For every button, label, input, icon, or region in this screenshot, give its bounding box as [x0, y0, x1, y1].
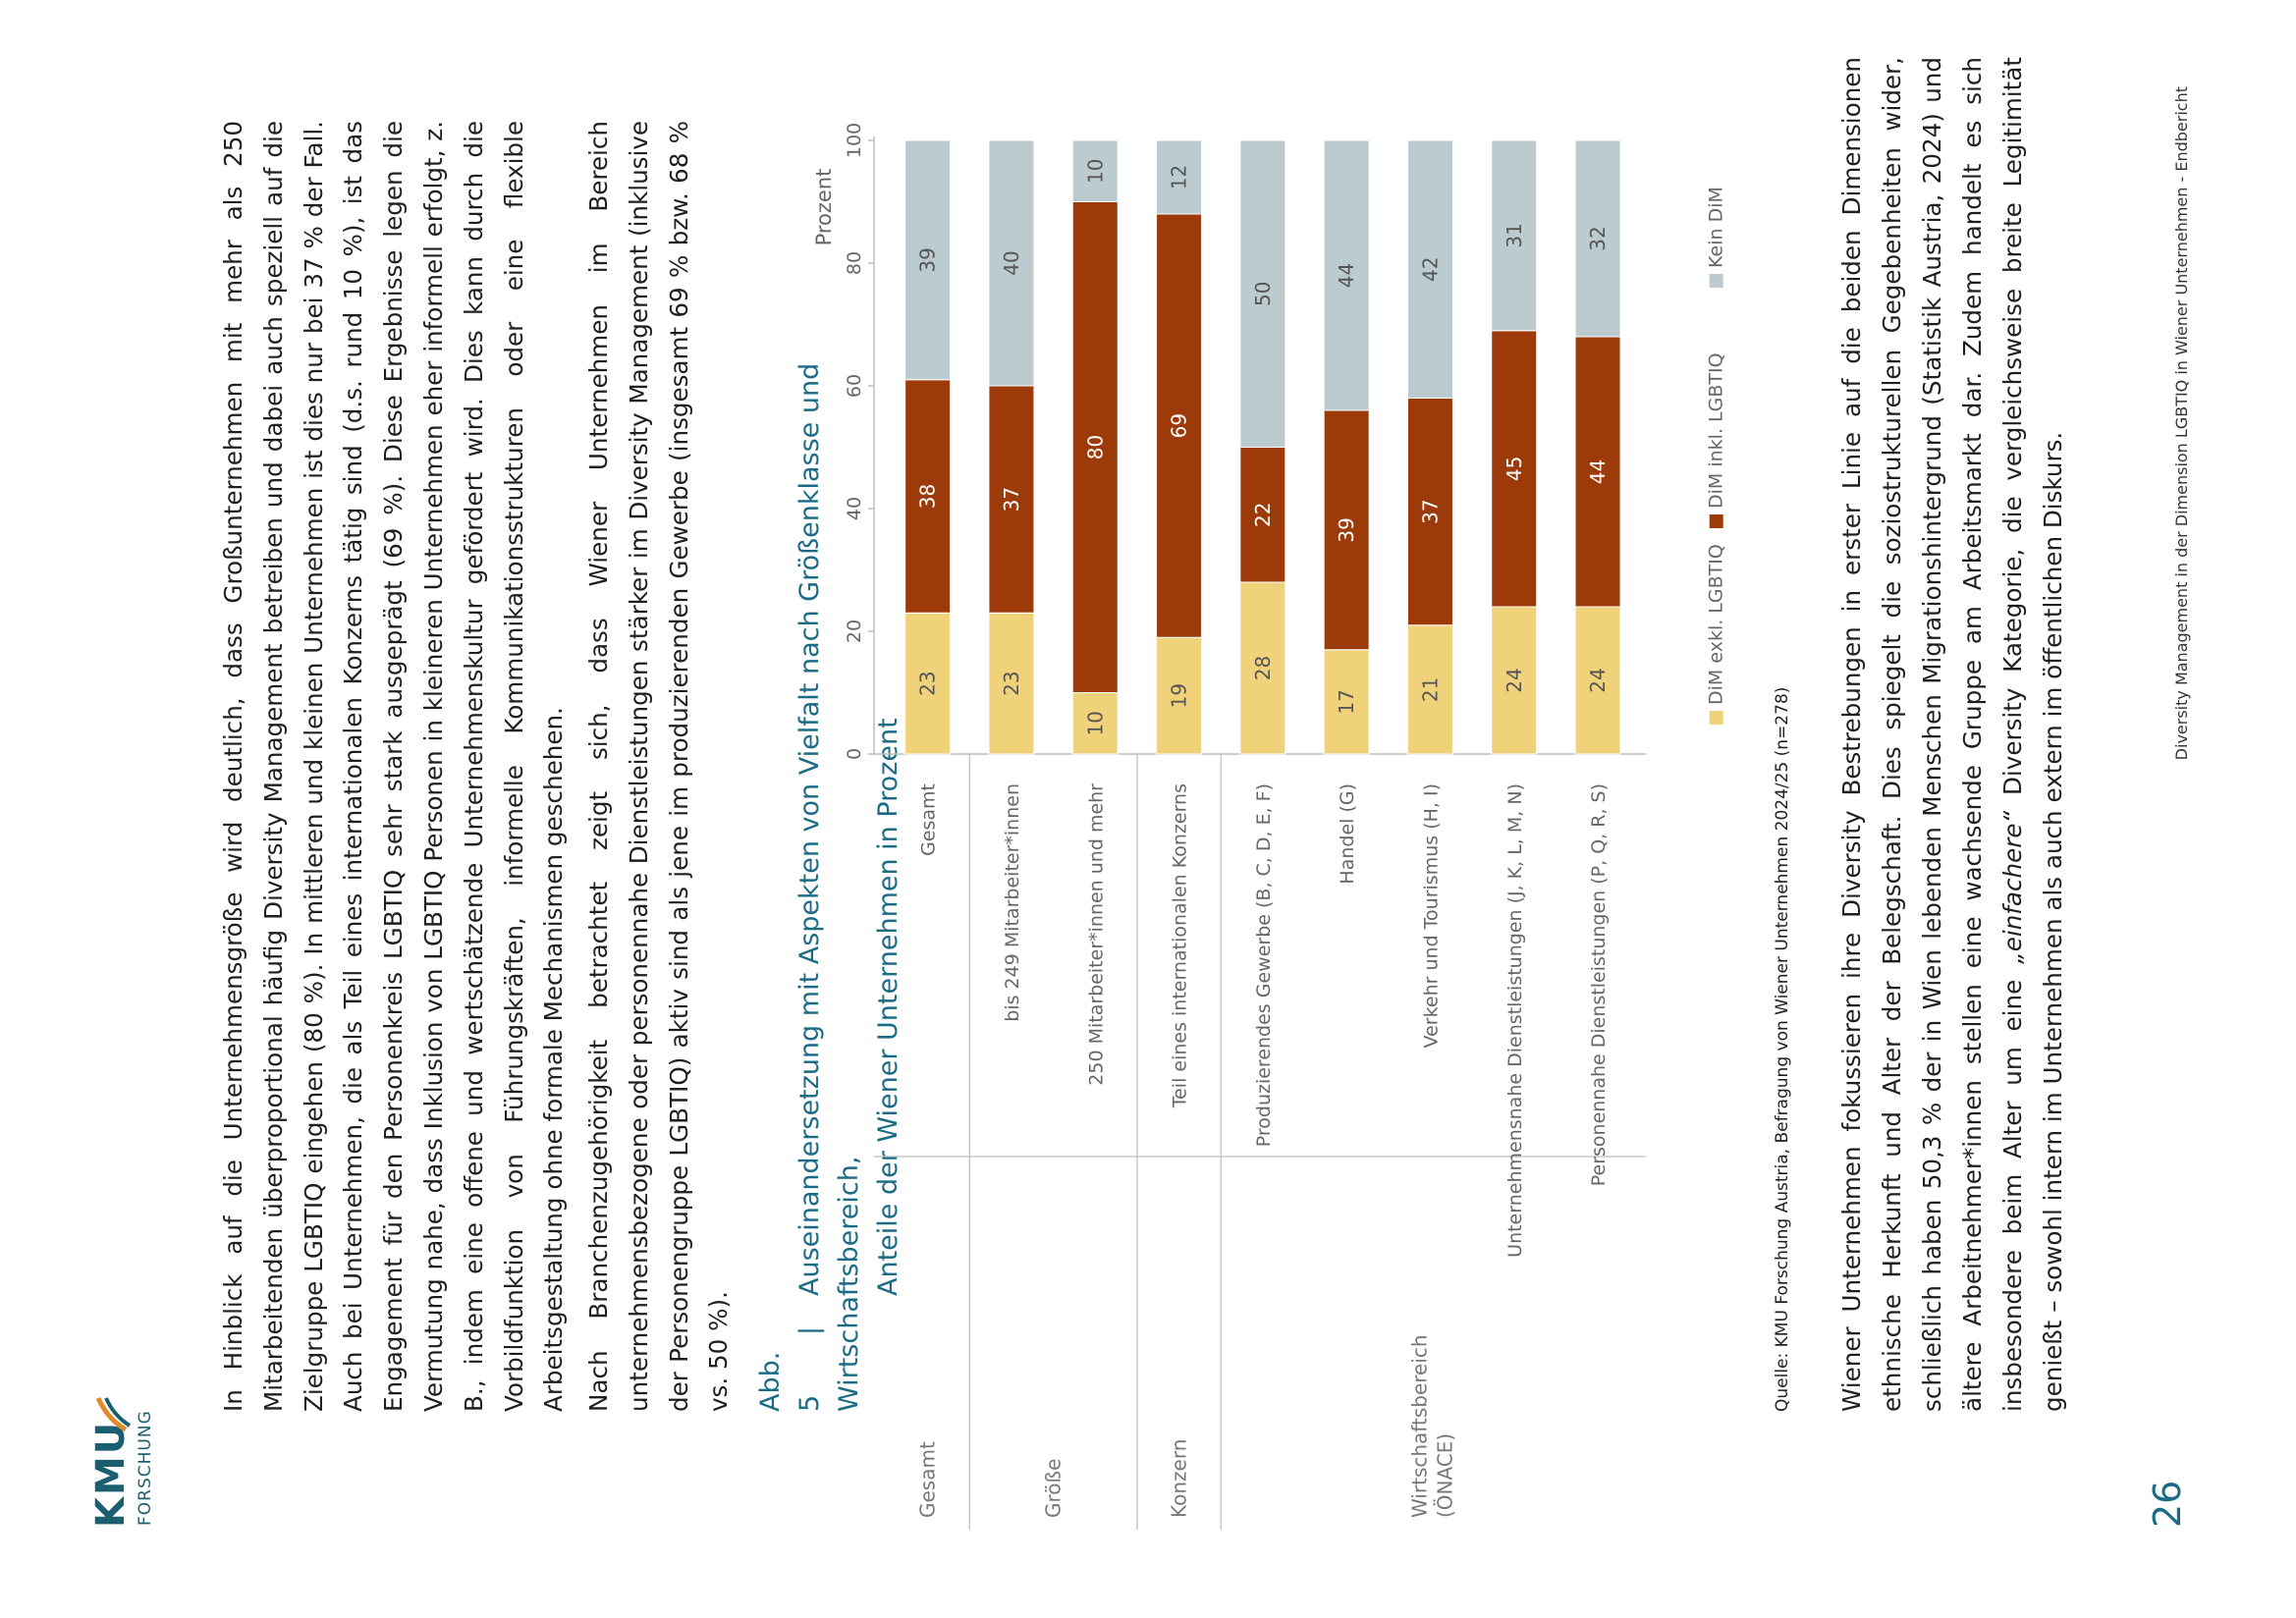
body-paragraph-3 [1831, 57, 2073, 1412]
axis-tick-label: 100 [844, 122, 865, 159]
figure-title-line-2: Anteile der Wiener Unternehmen in Prozent [873, 718, 903, 1296]
body-paragraph-1: In Hinblick auf die Unternehmensgröße wird deutlich, dass Großunternehmen mit mehr als 250 Mitarbeitenden überproportional häufig Diversity Management betreiben und dabei auch speziell auf die Zielgruppe LGBTIQ eingehen (80 %). In mittleren und kleinen Unternehmen ist dies nur bei 37 % der Fall. Auch bei Unternehmen, die als Teil eines internationalen Konzerns tätig sind (d.s. rund 10 %), ist das Engagement für den Personenkreis LGBTIQ sehr stark ausgeprägt (69 %). Diese Ergebnisse legen die Vermutung nahe, dass Inklusion von LGBTIQ Personen in kleineren Unternehmen eher informell erfolgt, z. B., indem eine offene und wertschätzende Unternehmenskultur gefördert wird. Dies kann durch die Vorbildfunktion von Führungskräften, informelle Kommunikationsstrukturen oder eine flexible Arbeitsgestaltung ohne formale Mechanismen geschehen. [219, 121, 569, 1412]
category-label: Personennahe Dienstleistungen (P, Q, R, S) [1588, 783, 1611, 1187]
running-title: Diversity Management in der Dimension LGBTIQ in Wiener Unternehmen - Endbericht [2172, 86, 2191, 761]
axis-tick-label: 0 [844, 747, 865, 761]
data-label: 39 [1335, 517, 1359, 543]
figure-title-line-1: Auseinandersetzung mit Aspekten von Vielfalt nach Größenklasse und Wirtschaftsbereich, [794, 362, 864, 1412]
category-label: bis 249 Mitarbeiter*innen [1001, 783, 1023, 1022]
logo-swoosh-icon [92, 1394, 132, 1433]
data-label: 28 [1250, 655, 1275, 681]
paragraph-3-emphasis: „einfachere“ [1998, 810, 2027, 965]
data-label: 39 [915, 247, 940, 273]
data-label: 31 [1502, 223, 1526, 248]
page-number: 26 [2146, 1480, 2189, 1528]
group-label: Größe [1041, 1458, 1066, 1518]
data-label: 21 [1418, 676, 1443, 703]
data-label: 12 [1167, 164, 1191, 190]
data-label: 10 [1083, 711, 1108, 736]
logo-subtext: FORSCHUNG [136, 1410, 155, 1526]
legend-label: DiM inkl. LGBTIQ [1705, 352, 1727, 509]
data-label: 32 [1586, 226, 1611, 251]
data-label: 50 [1250, 281, 1275, 306]
data-label: 37 [1418, 499, 1443, 524]
data-label: 17 [1335, 689, 1359, 715]
category-label: Teil eines internationalen Konzerns [1169, 783, 1191, 1108]
data-label: 38 [915, 483, 940, 510]
category-label: Verkehr und Tourismus (H, I) [1420, 783, 1443, 1049]
group-label: Konzern [1167, 1438, 1191, 1518]
data-label: 24 [1502, 668, 1526, 693]
data-label: 45 [1502, 456, 1526, 482]
category-label: Unternehmensnahe Dienstleistungen (J, K, L, M, N) [1503, 783, 1526, 1258]
data-label: 80 [1083, 434, 1108, 460]
data-label: 22 [1250, 502, 1275, 527]
axis-tick-label: 40 [844, 496, 865, 521]
figure-label: Abb. 5 [755, 1351, 825, 1412]
axis-tick-label: 60 [844, 373, 865, 399]
group-label: Wirtschaftsbereich [1407, 1334, 1432, 1518]
kmu-forschung-logo [88, 1371, 167, 1528]
legend-label: DiM exkl. LGBTIQ [1705, 544, 1727, 705]
category-label: Gesamt [917, 783, 940, 856]
axis-title: Prozent [812, 168, 836, 246]
paragraph-3-part-2: Diversity Kategorie, die vergleichsweise breite Legitimität genießt – sowohl intern im Unternehmen als auch extern im öffentlichen Diskurs. [1998, 57, 2067, 1412]
figure-source: Quelle: KMU Forschung Austria, Befragung von Wiener Unternehmen 2024/25 (n=278) [1773, 686, 1792, 1412]
legend-swatch [1710, 711, 1723, 725]
body-paragraph-2: Nach Branchenzugehörigkeit betrachtet zeigt sich, dass Wiener Unternehmen im Bereich unternehmensbezogene oder personennahe Dienstleistungen stärker im Diversity Management (inklusive der Personengruppe LGBTIQ) aktiv sind als jene im produzierenden Gewerbe (insgesamt 69 % bzw. 68 % vs. 50 %). [584, 121, 734, 1412]
data-label: 37 [999, 486, 1023, 512]
paragraph-3-part-1: Wiener Unternehmen fokussieren ihre Diversity Bestrebungen in erster Linie auf die beiden Dimensionen ethnische Herkunft und Alter der Belegschaft. Dies spiegelt die soziostrukturellen Gegebenheiten wider, schließlich haben 50,3 % der in Wien lebenden Menschen Migrationshintergrund (Statistik Austria, 2024) und ältere Arbeitnehmer*innen stellen eine wachsende Gruppe am Arbeitsmarkt dar. Zudem handelt es sich insbesondere beim Alter um eine [1837, 57, 2027, 1412]
data-label: 24 [1586, 668, 1611, 693]
data-label: 40 [999, 250, 1023, 276]
data-label: 23 [999, 671, 1023, 696]
axis-tick-label: 20 [844, 619, 865, 644]
data-label: 42 [1418, 256, 1443, 282]
data-label: 44 [1586, 458, 1611, 485]
group-label: Gesamt [915, 1441, 940, 1518]
legend-swatch [1710, 514, 1723, 528]
data-label: 10 [1083, 158, 1108, 184]
group-label: (ÖNACE) [1433, 1432, 1457, 1518]
data-label: 44 [1335, 262, 1359, 289]
data-label: 19 [1167, 682, 1191, 709]
figure-separator: | [794, 1325, 825, 1335]
axis-tick-label: 80 [844, 250, 865, 276]
data-label: 69 [1167, 412, 1191, 439]
legend-label: Kein DiM [1705, 187, 1727, 268]
data-label: 23 [915, 671, 940, 696]
category-label: 250 Mitarbeiter*innen und mehr [1085, 783, 1108, 1086]
category-label: Produzierendes Gewerbe (B, C, D, E, F) [1252, 783, 1275, 1148]
logo-text: KMU [88, 1420, 134, 1528]
category-label: Handel (G) [1337, 783, 1359, 885]
legend-swatch [1710, 274, 1723, 288]
